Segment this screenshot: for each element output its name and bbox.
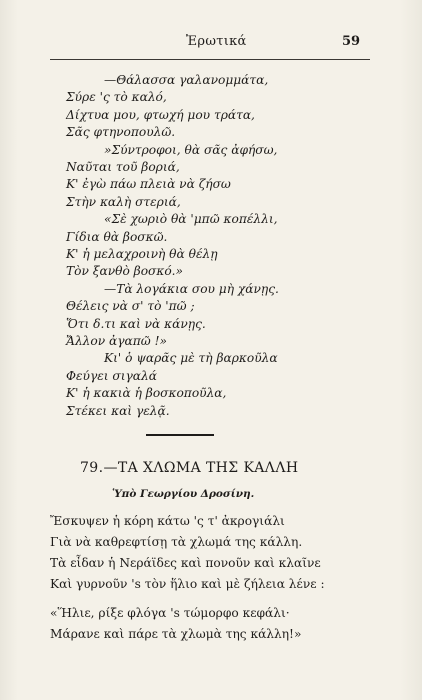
verse-line: Γιὰ νὰ καθρεφτίσῃ τὰ χλωμά της κάλλη.: [50, 535, 303, 549]
verse-line: Ναῦται τοῦ βοριά,: [66, 160, 180, 174]
section-divider: [146, 434, 214, 436]
verse-line: Τὸν ξανθὸ βοσκό.»: [66, 264, 184, 279]
poem-title: 79.—ΤΑ ΧΛΩΜΑ ΤΗΣ ΚΑΛΛΗ: [80, 460, 299, 476]
verse-line: «Σὲ χωριὸ θὰ 'μπῶ κοπέλλι,: [104, 212, 278, 227]
verse-line: Φεύγει σιγαλά: [66, 368, 157, 383]
running-title: Ἐρωτικά: [186, 34, 247, 49]
verse-line: Ὅτι δ.τι καὶ νὰ κάνῃς.: [66, 316, 206, 331]
verse-line: Τὰ εἶδαν ἡ Νεράϊδες καὶ πονοῦν καὶ κλαῖνε: [50, 556, 321, 570]
verse-line: Κ' ἐγὼ πάω πλειὰ νὰ ζήσω: [66, 177, 231, 192]
verse-line: —Τὰ λογάκια σου μὴ χάνῃς.: [104, 281, 279, 296]
verse-line: Δίχτυα μου, φτωχή μου τράτα,: [66, 107, 255, 122]
verse-line: Μάρανε καὶ πάρε τὰ χλωμὰ της κάλλη!»: [50, 627, 302, 641]
verse-line: Ἄλλον ἀγαπῶ !»: [66, 334, 167, 348]
verse-line: Γίδια θὰ βοσκῶ.: [66, 229, 168, 244]
poem-author: Ὑπὸ Γεωργίου Δροσίνη.: [112, 488, 255, 500]
verse-line: Κ' ἡ κακιὰ ἡ βοσκοποῦλα,: [66, 386, 227, 401]
verse-line: Στὴν καλὴ στεριά,: [66, 194, 181, 209]
page-number: 59: [342, 34, 361, 49]
verse-line: «Ἥλιε, ρίξε φλόγα 's τώμορφο κεφάλι·: [50, 606, 290, 620]
verse-line: Ἔσκυψεν ἡ κόρη κάτω 'ς τ' ἀκρογιάλι: [50, 514, 285, 528]
verse-line: Στέκει καὶ γελᾷ.: [66, 403, 170, 418]
verse-line: Κ' ἡ μελαχροινὴ θὰ θέλῃ: [66, 247, 218, 261]
verse-line: Σύρε 'ς τὸ καλό,: [66, 90, 167, 105]
verse-line: —Θάλασσα γαλανομμάτα,: [104, 73, 269, 87]
verse-line: Κι' ὁ ψαρᾶς μὲ τὴ βαρκοῦλα: [104, 351, 278, 366]
verse-line: Καὶ γυρνοῦν 's τὸν ἥλιο καὶ μὲ ζήλεια λένε :: [50, 577, 325, 591]
header-rule: [50, 59, 370, 60]
verse-line: Θέλεις νὰ σ' τὸ 'πῶ ;: [66, 299, 195, 314]
verse-line: Σᾶς φτηνοπουλῶ.: [66, 125, 176, 140]
running-head: [0, 34, 422, 54]
verse-line: »Σύντροφοι, θὰ σᾶς ἀφήσω,: [104, 142, 278, 157]
